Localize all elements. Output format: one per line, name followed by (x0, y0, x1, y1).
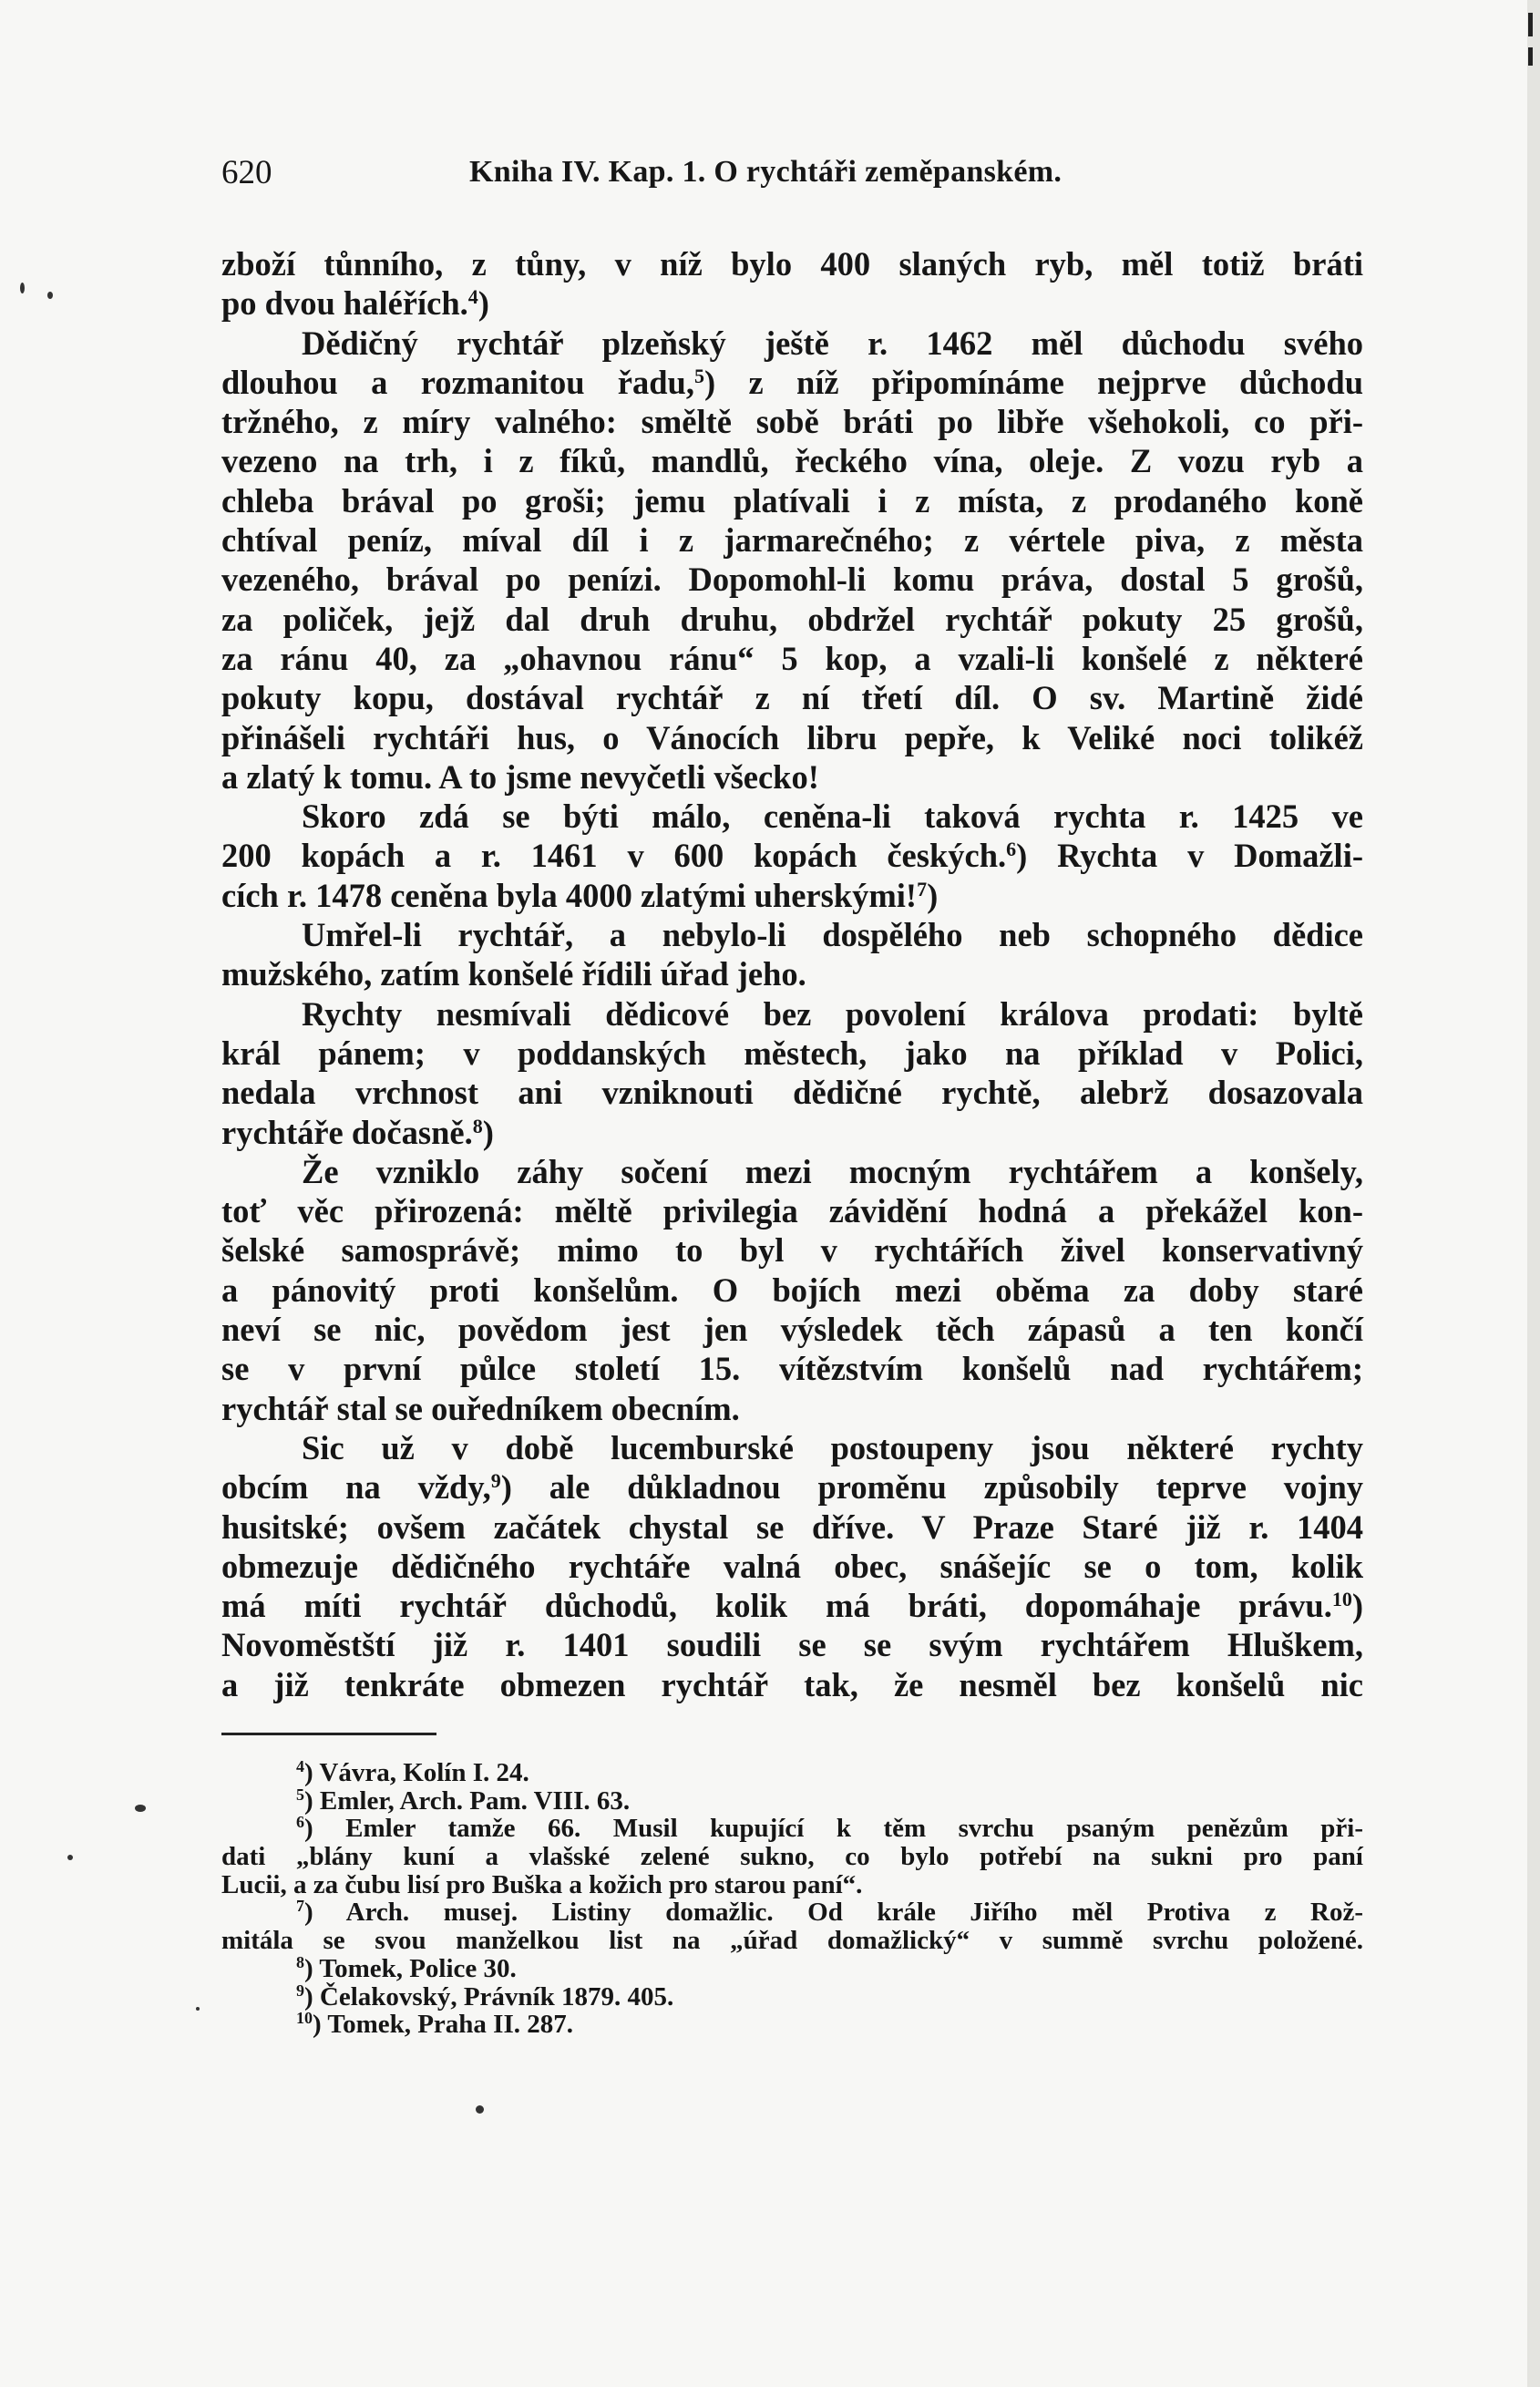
text-line-content: Dědičný rychtář plzeňský ještě r. 1462 měl důchodu svého (302, 324, 1363, 362)
text-line (221, 1152, 1363, 1191)
text-line (221, 324, 1363, 363)
main-text (221, 244, 1363, 1704)
footnote-number: 8 (296, 1952, 304, 1971)
text-line (221, 600, 1363, 639)
footnote-line (221, 1843, 1363, 1871)
text-line (221, 363, 1363, 402)
text-line (221, 481, 1363, 520)
text-line-content: Novoměstští již r. 1401 soudili se se svým rychtářem Hluškem, (221, 1626, 1363, 1664)
text-line-content: dlouhou a rozmanitou řadu, (221, 363, 694, 401)
scan-speck (67, 1855, 73, 1860)
footnote-reference[interactable]: 8 (472, 1114, 483, 1137)
text-line (221, 1467, 1363, 1507)
text-line (221, 1665, 1363, 1704)
text-line (221, 402, 1363, 441)
text-line (221, 876, 1363, 915)
text-line-content: po dvou haléřích. (221, 284, 468, 323)
text-line-content: Umřel-li rychtář, a nebylo-li dospělého neb schopného dědice (302, 916, 1363, 954)
text-line (221, 1073, 1363, 1112)
text-line-content: rychtáře dočasně. (221, 1113, 473, 1151)
text-line-content: tržného, z míry valného: směltě sobě bráti po libře všehokoli, co při- (221, 403, 1363, 441)
text-line (221, 1113, 1363, 1152)
text-line (221, 757, 1363, 797)
footnote-text: dati „blány kuní a vlašské zelené sukno, co bylo potřebí na sukni pro paní (221, 1842, 1363, 1872)
footnote-reference[interactable]: 6 (1006, 838, 1017, 861)
footnote-reference[interactable]: 4 (467, 285, 478, 309)
footnote-number: 10 (296, 2009, 313, 2028)
text-line-content: Že vzniklo záhy sočení mezi mocným rychtářem a konšely, (302, 1152, 1363, 1190)
text-line (221, 560, 1363, 599)
text-line (221, 797, 1363, 836)
text-line-content: nedala vrchnost ani vzniknouti dědičné rychtě, alebrž dosazovala (221, 1074, 1363, 1112)
text-line-content: za ránu 40, za „ohavnou ránu“ 5 kop, a vzali-li konšelé z některé (221, 639, 1363, 677)
scan-edge-mark (1528, 13, 1533, 36)
text-line-content: za poliček, jejž dal druh druhu, obdržel rychtář pokuty 25 grošů, (221, 600, 1363, 638)
text-line-content: 200 kopách a r. 1461 v 600 kopách českých. (221, 837, 1007, 875)
text-line (221, 639, 1363, 678)
footnote-text: Lucii, a za čubu lisí pro Buška a kožich pro starou paní“. (221, 1869, 863, 1899)
page-header (221, 153, 1365, 197)
text-line (221, 1271, 1363, 1310)
text-line (221, 954, 1363, 993)
text-line-continuation: ) ale důkladnou proměnu způsobily teprve vojny (500, 1468, 1363, 1507)
text-line-content: král pánem; v poddanských městech, jako na příklad v Polici, (221, 1034, 1363, 1072)
footnote-line (221, 1787, 1363, 1816)
text-line-content: husitské; ovšem začátek chystal se dříve. V Praze Staré již r. 1404 (221, 1507, 1363, 1546)
text-line-content: a pánovitý proti konšelům. O bojích mezi oběma za doby staré (221, 1271, 1363, 1309)
text-line-content: má míti rychtář důchodů, kolik má bráti, dopomáhaje právu. (221, 1587, 1332, 1625)
text-line-content: neví se nic, povědom jest jen výsledek těch zápasů a ten končí (221, 1311, 1363, 1349)
footnote-line (221, 1927, 1363, 1955)
footnote-number: 7 (296, 1897, 304, 1916)
scan-speck (135, 1805, 146, 1812)
text-line (221, 244, 1363, 283)
footnote-separator (221, 1733, 436, 1735)
text-line-continuation: ) (482, 1113, 494, 1151)
footnotes (221, 1759, 1363, 2039)
text-line (221, 1191, 1363, 1230)
text-line-continuation: ) (927, 876, 939, 914)
scan-speck (47, 292, 53, 299)
text-line (221, 1310, 1363, 1349)
text-line-content: chleba brával po groši; jemu platívali i z místa, z prodaného koně (221, 481, 1363, 520)
footnote-number: 9 (296, 1981, 304, 2000)
footnote-line (221, 1983, 1363, 2011)
text-line (221, 1034, 1363, 1073)
footnote-line (221, 2011, 1363, 2039)
text-line-content: chtíval peníz, míval díl i z jarmarečného; z vértele piva, z města (221, 521, 1363, 560)
text-line-content: mužského, zatím konšelé řídili úřad jeho. (221, 955, 806, 993)
text-line-content: zboží tůnního, z tůny, v níž bylo 400 slaných ryb, měl totiž bráti (221, 245, 1363, 283)
text-line-content: obmezuje dědičného rychtáře valná obec, snášejíc se o tom, kolik (221, 1547, 1363, 1585)
footnote-text: ) Tomek, Police 30. (304, 1953, 517, 1983)
footnote-text: ) Emler, Arch. Pam. VIII. 63. (304, 1785, 631, 1816)
text-line (221, 1230, 1363, 1270)
footnote-line (221, 1815, 1363, 1843)
text-line-continuation: ) (477, 284, 489, 323)
text-line (221, 678, 1363, 717)
text-line-continuation: ) (1351, 1587, 1363, 1625)
scan-speck (20, 283, 25, 293)
footnote-reference[interactable]: 10 (1331, 1588, 1352, 1611)
scan-speck (196, 2007, 200, 2011)
footnote-line (221, 1898, 1363, 1927)
page-number: 620 (221, 154, 272, 191)
text-line-content: toť věc přirozená: měltě privilegia závidění hodná a překážel kon- (221, 1192, 1363, 1230)
text-line-content: vezeného, brával po penízi. Dopomohl-li komu práva, dostal 5 grošů, (221, 561, 1363, 599)
text-line (221, 1547, 1363, 1586)
text-line (221, 1428, 1363, 1467)
text-line (221, 994, 1363, 1034)
footnote-text: ) Vávra, Kolín I. 24. (304, 1758, 529, 1787)
text-line-content: přinášeli rychtáři hus, o Vánocích libru pepře, k Veliké noci tolikéž (221, 718, 1363, 756)
text-line-content: Skoro zdá se býti málo, ceněna-li taková rychta r. 1425 ve (302, 797, 1363, 836)
text-line (221, 1625, 1363, 1664)
text-line-content: pokuty kopu, dostával rychtář z ní třetí díl. O sv. Martině židé (221, 679, 1363, 717)
text-line-content: se v první půlce století 15. vítězstvím konšelů nad rychtářem; (221, 1350, 1363, 1388)
text-line (221, 915, 1363, 954)
footnote-line (221, 1759, 1363, 1787)
text-line-content: rychtář stal se ouředníkem obecním. (221, 1389, 740, 1427)
text-line-content: Sic už v době lucemburské postoupeny jsou některé rychty (302, 1428, 1363, 1466)
footnote-reference[interactable]: 9 (490, 1469, 501, 1493)
text-line (221, 718, 1363, 757)
text-line-content: Rychty nesmívali dědicové bez povolení králova prodati: byltě (302, 994, 1363, 1033)
footnote-line (221, 1871, 1363, 1899)
text-line-content: šelské samosprávě; mimo to byl v rychtářích živel konservativný (221, 1231, 1363, 1270)
text-line-content: vezeno na trh, i z fíků, mandlů, řeckého vína, oleje. Z vozu ryb a (221, 442, 1363, 480)
text-line-content: cích r. 1478 ceněna byla 4000 zlatými uherskými! (221, 876, 918, 914)
footnote-text: mitála se svou manželkou list na „úřad domažlický“ v summě svrchu položené. (221, 1926, 1363, 1956)
text-line (221, 283, 1363, 323)
text-line-content: a zlatý k tomu. A to jsme nevyčetli všecko! (221, 757, 819, 796)
text-line (221, 1507, 1363, 1547)
text-line (221, 836, 1363, 875)
footnote-number: 4 (296, 1757, 304, 1775)
footnote-text: ) Emler tamže 66. Musil kupující k těm svrchu psaným penězům při- (304, 1814, 1363, 1844)
footnote-line (221, 1952, 1363, 1983)
text-line (221, 1349, 1363, 1388)
footnote-number: 5 (296, 1785, 304, 1804)
text-line-content: obcím na vždy, (221, 1468, 491, 1507)
text-line-content: a již tenkráte obmezen rychtář tak, že nesměl bez konšelů nic (221, 1665, 1363, 1703)
scan-edge-mark (1528, 47, 1533, 66)
footnote-reference[interactable]: 7 (917, 877, 928, 900)
footnote-text: ) Arch. musej. Listiny domažlic. Od krále Jiřího měl Protiva z Rož- (304, 1898, 1363, 1928)
scan-speck (476, 2105, 484, 2114)
text-line (221, 1586, 1363, 1625)
text-line-continuation: ) z níž připomínáme nejprve důchodu (704, 363, 1363, 401)
text-line-continuation: ) Rychta v Domažli- (1016, 837, 1363, 875)
footnote-text: ) Čelakovský, Právník 1879. 405. (304, 1981, 674, 2011)
text-line (221, 441, 1363, 480)
text-line (221, 520, 1363, 560)
footnote-number: 6 (296, 1813, 304, 1832)
running-head: Kniha IV. Kap. 1. O rychtáři zeměpanském. (469, 155, 1063, 189)
footnote-reference[interactable]: 5 (694, 364, 704, 387)
footnote-text: ) Tomek, Praha II. 287. (313, 2010, 574, 2040)
text-line (221, 1389, 1363, 1428)
